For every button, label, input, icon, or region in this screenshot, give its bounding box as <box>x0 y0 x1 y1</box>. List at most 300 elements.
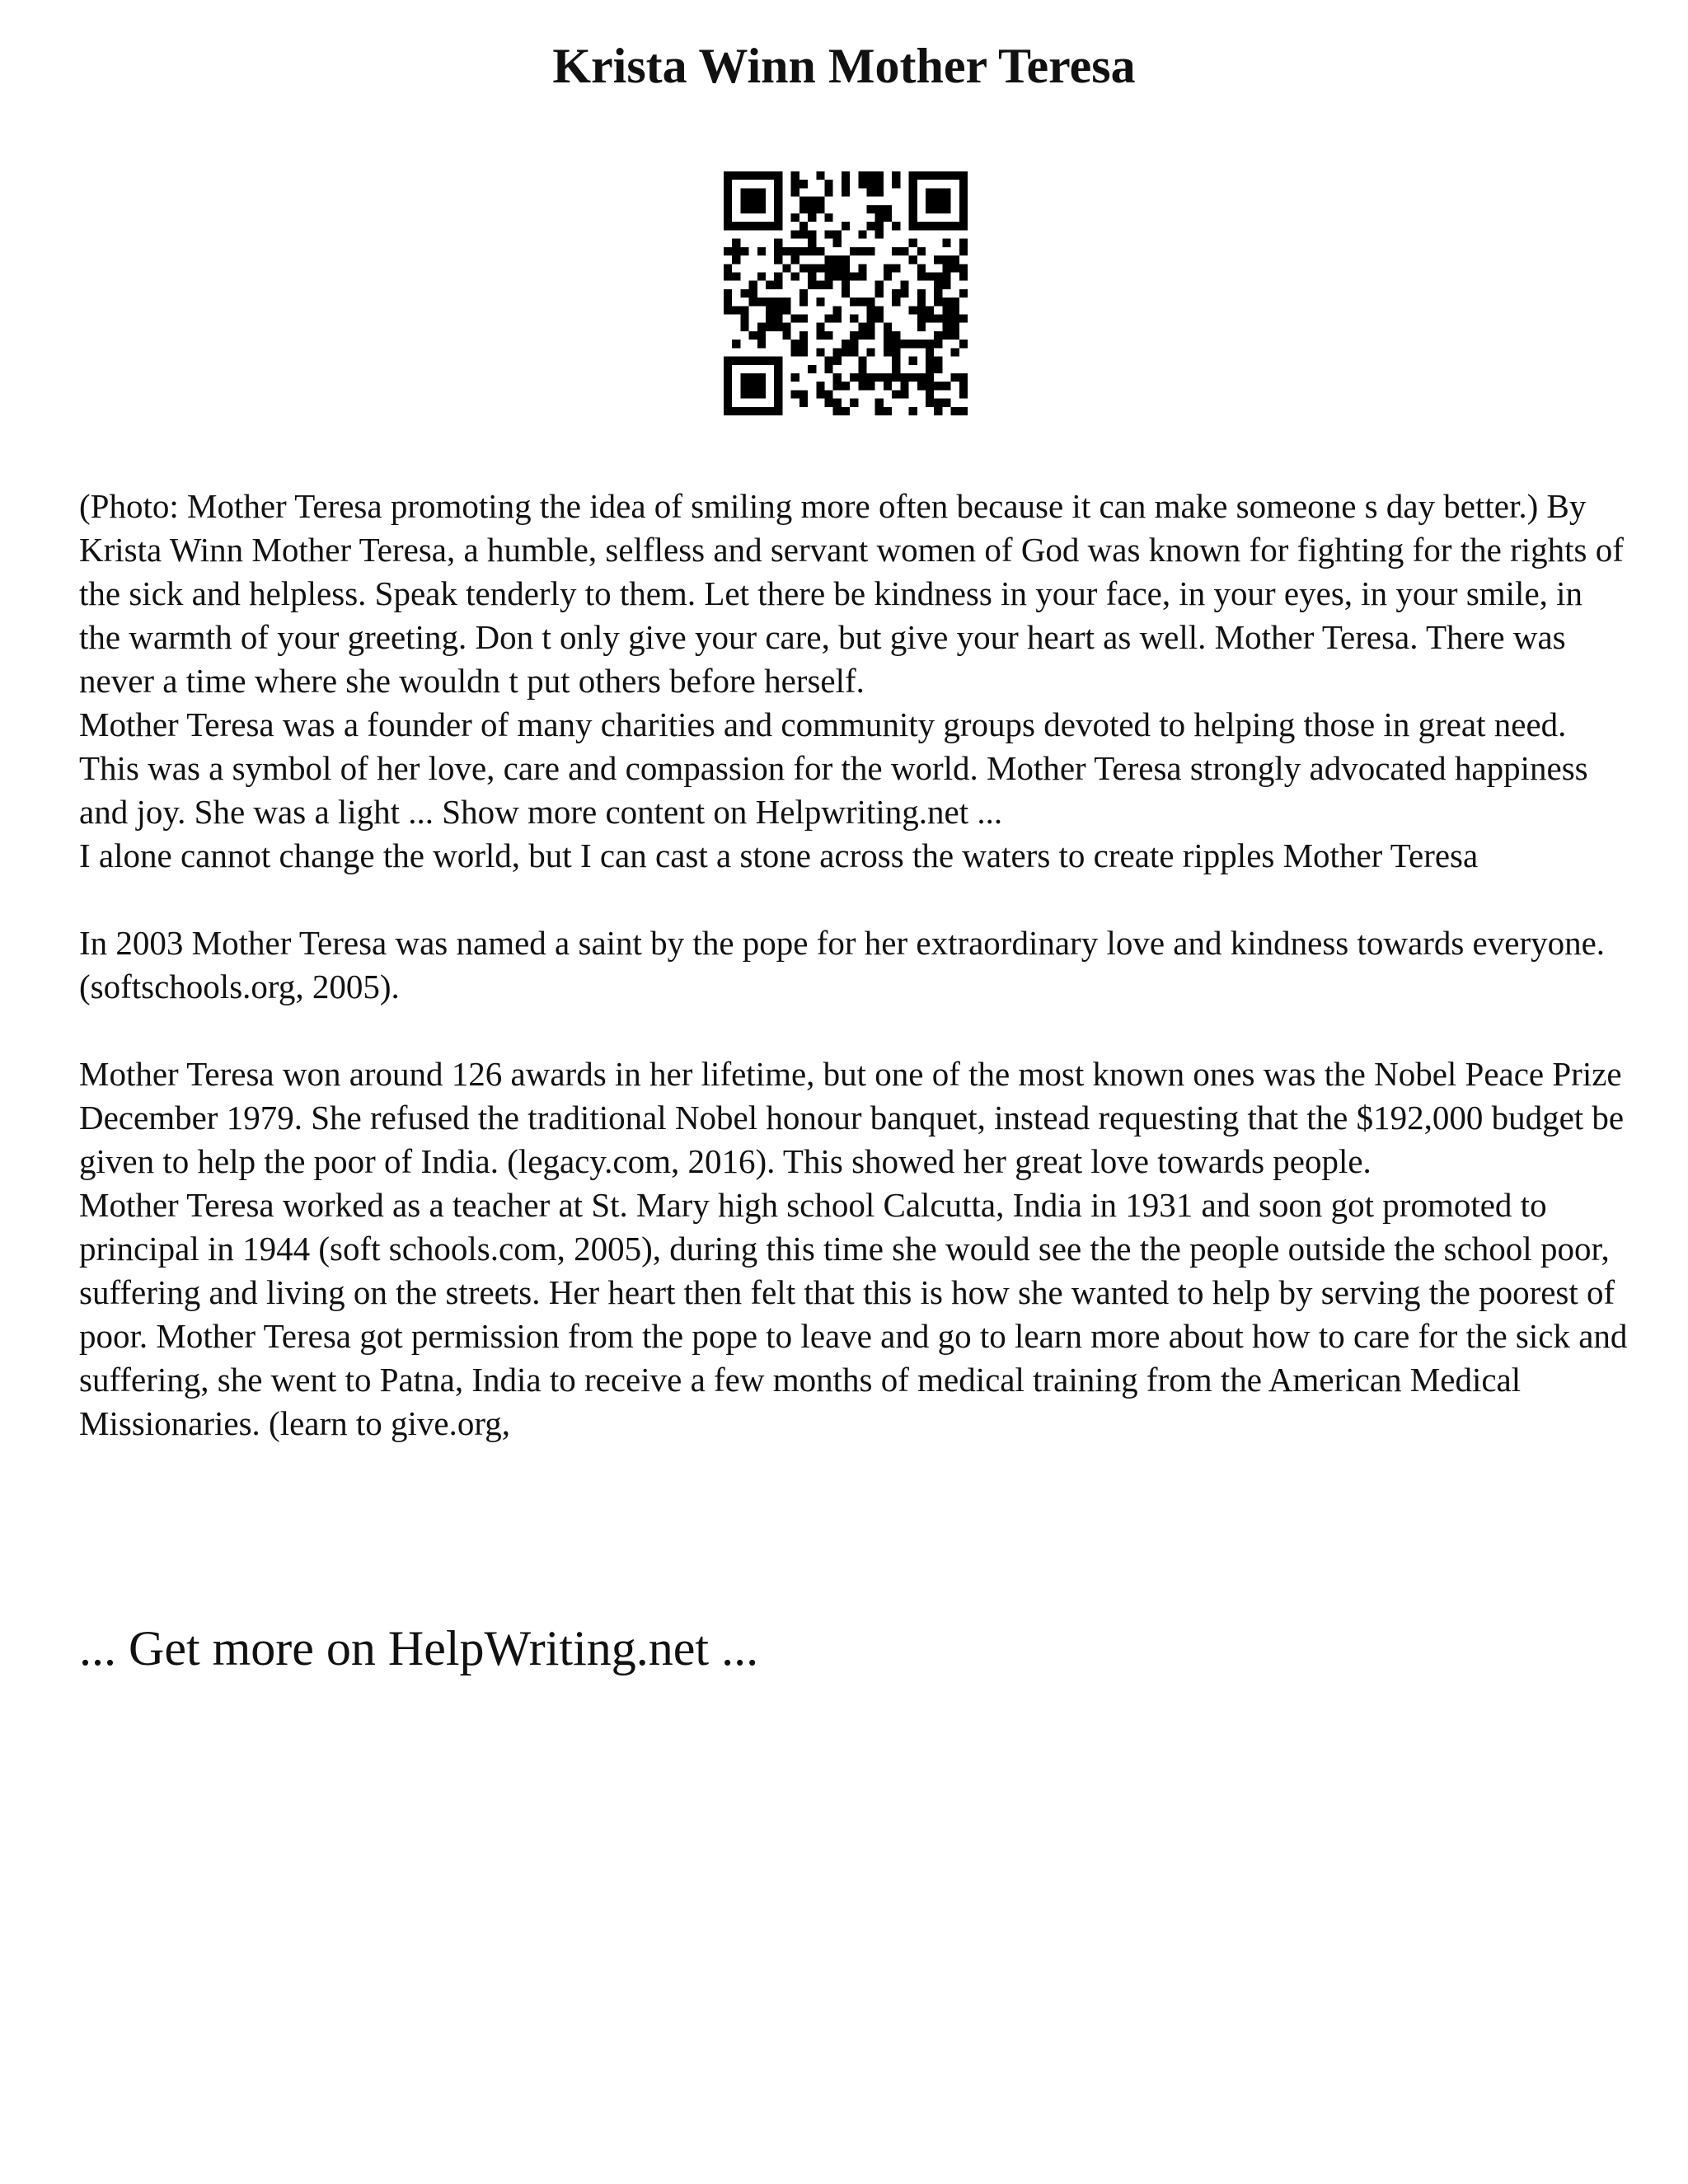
qr-module <box>884 213 892 222</box>
qr-module <box>884 340 892 348</box>
qr-module <box>740 171 748 180</box>
qr-module <box>774 315 782 323</box>
qr-module <box>892 180 900 188</box>
paragraph-photo-caption: (Photo: Mother Teresa promoting the idea of smiling more often because it can make someone s day better.) By Krista Winn Mother Teresa, a humble, selfless and servant women of God was known for fighting for the rights of the sick and helpless. Speak tenderly to them. Let there be kindness in your face, in your eyes, in your smile, in the warmth of your greeting. Don t only give your care, but give your heart as well. Mother Teresa. There was never a time where she wouldn t put others before herself. <box>79 487 1624 700</box>
qr-module <box>782 247 790 255</box>
qr-module <box>900 289 908 298</box>
qr-module <box>749 205 757 213</box>
qr-module <box>774 399 782 407</box>
qr-module <box>900 281 908 289</box>
qr-module <box>749 390 757 398</box>
qr-module <box>959 239 968 247</box>
qr-module <box>749 289 757 298</box>
qr-module <box>732 272 740 280</box>
qr-module <box>926 365 934 373</box>
qr-module <box>749 281 757 289</box>
qr-module <box>867 382 875 390</box>
qr-module <box>799 197 808 205</box>
qr-module <box>724 180 732 188</box>
qr-module <box>926 205 934 213</box>
qr-module <box>850 348 858 356</box>
qr-module <box>892 264 900 272</box>
qr-module <box>766 306 774 314</box>
qr-module <box>942 197 950 205</box>
qr-module <box>942 331 950 340</box>
qr-module <box>724 298 732 306</box>
qr-module <box>782 306 790 314</box>
qr-module <box>858 382 866 390</box>
qr-module <box>917 272 926 280</box>
qr-module <box>892 357 900 365</box>
qr-module <box>816 205 824 213</box>
qr-module <box>942 255 950 264</box>
qr-module <box>774 239 782 247</box>
qr-module <box>934 281 942 289</box>
qr-module <box>858 180 866 188</box>
qr-module <box>842 171 850 180</box>
qr-module <box>909 213 917 222</box>
qr-module <box>833 357 842 365</box>
qr-module <box>816 281 824 289</box>
qr-module <box>858 365 866 373</box>
qr-module <box>724 399 732 407</box>
qr-module <box>917 289 926 298</box>
qr-module <box>757 298 766 306</box>
qr-module <box>867 348 875 356</box>
qr-module <box>740 382 748 390</box>
qr-module <box>740 373 748 382</box>
qr-module <box>766 171 774 180</box>
qr-module <box>892 247 900 255</box>
qr-module <box>909 222 917 230</box>
qr-module <box>892 340 900 348</box>
qr-module <box>799 264 808 272</box>
qr-module <box>740 247 748 255</box>
qr-module <box>782 323 790 331</box>
qr-module <box>934 331 942 340</box>
qr-module <box>791 272 799 280</box>
qr-module <box>732 340 740 348</box>
qr-module <box>959 382 968 390</box>
qr-module <box>816 390 824 398</box>
qr-module <box>892 348 900 356</box>
qr-module <box>824 315 832 323</box>
qr-module <box>926 382 934 390</box>
qr-module <box>724 213 732 222</box>
qr-module <box>884 272 892 280</box>
qr-module <box>724 407 732 415</box>
qr-module <box>858 247 866 255</box>
qr-module <box>732 171 740 180</box>
qr-module <box>858 171 866 180</box>
qr-module <box>774 197 782 205</box>
qr-module <box>917 298 926 306</box>
qr-module <box>749 298 757 306</box>
qr-module <box>850 315 858 323</box>
qr-module <box>917 306 926 314</box>
qr-module <box>774 373 782 382</box>
qr-module <box>740 357 748 365</box>
qr-module <box>732 407 740 415</box>
qr-module <box>757 331 766 340</box>
qr-module <box>749 222 757 230</box>
qr-module <box>926 306 934 314</box>
qr-module <box>757 382 766 390</box>
qr-module <box>774 213 782 222</box>
qr-module <box>740 222 748 230</box>
qr-module <box>749 382 757 390</box>
qr-module <box>791 247 799 255</box>
qr-module <box>959 272 968 280</box>
qr-module <box>774 171 782 180</box>
qr-module <box>934 255 942 264</box>
qr-module <box>867 315 875 323</box>
qr-module <box>833 239 842 247</box>
qr-module <box>842 180 850 188</box>
qr-module <box>757 222 766 230</box>
paragraph-saint: In 2003 Mother Teresa was named a saint by the pope for her extraordinary love and kindness towards everyone. (softschools.org, 2005). <box>79 924 1606 1005</box>
qr-module <box>740 205 748 213</box>
qr-module <box>926 357 934 365</box>
qr-module <box>934 382 942 390</box>
qr-module <box>824 272 832 280</box>
qr-module <box>757 407 766 415</box>
qr-module <box>934 272 942 280</box>
qr-module <box>842 188 850 196</box>
qr-module <box>799 247 808 255</box>
qr-module <box>926 340 934 348</box>
qr-module <box>824 264 832 272</box>
qr-module <box>842 407 850 415</box>
qr-module <box>917 340 926 348</box>
qr-module <box>934 357 942 365</box>
qr-module <box>942 205 950 213</box>
qr-module <box>766 357 774 365</box>
footer-link-text: ... Get more on HelpWriting.net ... <box>79 1621 759 1675</box>
qr-module <box>732 357 740 365</box>
qr-module <box>842 272 850 280</box>
qr-module <box>816 323 824 331</box>
qr-module <box>799 331 808 340</box>
qr-module <box>782 298 790 306</box>
qr-module <box>858 357 866 365</box>
qr-module <box>867 205 875 213</box>
qr-module <box>732 222 740 230</box>
qr-code-icon <box>724 171 968 415</box>
qr-module <box>824 399 832 407</box>
qr-module <box>808 281 816 289</box>
qr-module <box>732 255 740 264</box>
qr-module <box>724 197 732 205</box>
qr-module <box>884 373 892 382</box>
qr-module <box>909 255 917 264</box>
qr-module <box>850 298 858 306</box>
qr-module <box>909 357 917 365</box>
qr-module <box>959 340 968 348</box>
qr-module <box>926 171 934 180</box>
qr-module <box>875 399 884 407</box>
qr-module <box>724 306 732 314</box>
paragraph-spacer <box>79 878 1629 921</box>
qr-module <box>757 205 766 213</box>
qr-module <box>875 306 884 314</box>
qr-module <box>791 180 799 188</box>
qr-module <box>942 298 950 306</box>
qr-module <box>934 298 942 306</box>
qr-module <box>740 390 748 398</box>
qr-module <box>774 323 782 331</box>
qr-module <box>774 180 782 188</box>
qr-module <box>917 264 926 272</box>
qr-module <box>892 171 900 180</box>
qr-module <box>799 315 808 323</box>
qr-module <box>942 281 950 289</box>
qr-module <box>959 197 968 205</box>
qr-module <box>951 298 959 306</box>
qr-module <box>808 247 816 255</box>
qr-module <box>926 222 934 230</box>
qr-module <box>884 348 892 356</box>
qr-module <box>808 230 816 238</box>
qr-module <box>833 399 842 407</box>
qr-module <box>867 298 875 306</box>
qr-module <box>867 331 875 340</box>
qr-module <box>934 188 942 196</box>
qr-module <box>959 247 968 255</box>
qr-module <box>824 180 832 188</box>
qr-module <box>917 323 926 331</box>
qr-module <box>858 373 866 382</box>
qr-module <box>791 255 799 264</box>
qr-module <box>884 205 892 213</box>
qr-module <box>799 289 808 298</box>
qr-module <box>816 171 824 180</box>
qr-module <box>799 180 808 188</box>
qr-module <box>875 289 884 298</box>
qr-module <box>959 222 968 230</box>
qr-module <box>867 188 875 196</box>
qr-module <box>833 264 842 272</box>
qr-module <box>833 272 842 280</box>
qr-module <box>766 315 774 323</box>
qr-module <box>799 348 808 356</box>
qr-module <box>808 205 816 213</box>
qr-module <box>951 323 959 331</box>
qr-module <box>926 390 934 398</box>
qr-module <box>892 331 900 340</box>
qr-module <box>833 306 842 314</box>
qr-module <box>782 264 790 272</box>
paragraph-spacer <box>79 1009 1629 1052</box>
qr-module <box>842 340 850 348</box>
qr-module <box>934 407 942 415</box>
qr-module <box>824 281 832 289</box>
qr-module <box>774 222 782 230</box>
qr-module <box>909 205 917 213</box>
qr-module <box>959 315 968 323</box>
qr-module <box>858 264 866 272</box>
qr-module <box>884 331 892 340</box>
qr-module <box>934 171 942 180</box>
qr-module <box>934 289 942 298</box>
qr-module <box>959 205 968 213</box>
qr-module <box>842 281 850 289</box>
qr-module <box>808 197 816 205</box>
qr-module <box>959 180 968 188</box>
qr-module <box>740 188 748 196</box>
qr-module <box>833 255 842 264</box>
qr-module <box>842 264 850 272</box>
qr-module <box>824 390 832 398</box>
qr-module <box>799 399 808 407</box>
qr-module <box>791 171 799 180</box>
qr-module <box>858 272 866 280</box>
paragraph-awards: Mother Teresa won around 126 awards in her lifetime, but one of the most known ones was the Nobel Peace Prize December 1979. She refused the traditional Nobel honour banquet, instead requesting that the $192,000 budget be given to help the poor of India. (legacy.com, 2016). This showed her great love towards people. <box>79 1055 1625 1180</box>
qr-module <box>732 306 740 314</box>
qr-module <box>824 357 832 365</box>
qr-module <box>724 357 732 365</box>
qr-module <box>816 197 824 205</box>
qr-module <box>824 365 832 373</box>
qr-module <box>867 222 875 230</box>
paragraph-teacher: Mother Teresa worked as a teacher at St. Mary high school Calcutta, India in 1931 and soon got promoted to principal in 1944 (soft schools.com, 2005), during this time she would see the the people outside the school poor, suffering and living on the streets. Her heart then felt that this is how she wanted to help by serving the poorest of poor. Mother Teresa got permission from the pope to leave and go to learn more about how to care for the sick and suffering, she went to Patna, India to receive a few months of medical training from the American Medical Missionaries. (learn to give.org, <box>79 1186 1628 1442</box>
qr-module <box>833 315 842 323</box>
qr-module <box>942 315 950 323</box>
qr-module <box>951 255 959 264</box>
qr-module <box>757 272 766 280</box>
qr-module <box>875 180 884 188</box>
qr-module <box>724 272 732 280</box>
qr-module <box>934 205 942 213</box>
qr-module <box>934 197 942 205</box>
qr-module <box>749 171 757 180</box>
qr-module <box>951 373 959 382</box>
qr-module <box>942 222 950 230</box>
paragraph-quote: I alone cannot change the world, but I can cast a stone across the waters to create ripples Mother Teresa <box>79 837 1479 874</box>
qr-module <box>875 407 884 415</box>
qr-module <box>774 255 782 264</box>
qr-module <box>791 315 799 323</box>
qr-module <box>774 357 782 365</box>
qr-module <box>867 180 875 188</box>
qr-module <box>791 390 799 398</box>
qr-module <box>917 382 926 390</box>
qr-module <box>749 373 757 382</box>
qr-module <box>808 365 816 373</box>
qr-module <box>774 365 782 373</box>
qr-module <box>917 373 926 382</box>
qr-module <box>917 222 926 230</box>
qr-module <box>884 407 892 415</box>
qr-module <box>740 323 748 331</box>
qr-module <box>774 247 782 255</box>
qr-module <box>850 272 858 280</box>
qr-module <box>926 315 934 323</box>
qr-module <box>842 289 850 298</box>
qr-module <box>816 331 824 340</box>
qr-module <box>934 399 942 407</box>
qr-module <box>749 407 757 415</box>
qr-module <box>951 315 959 323</box>
qr-module <box>909 188 917 196</box>
qr-module <box>858 331 866 340</box>
qr-module <box>909 407 917 415</box>
qr-module <box>757 373 766 382</box>
qr-module <box>959 373 968 382</box>
qr-module <box>774 382 782 390</box>
qr-module <box>959 188 968 196</box>
qr-module <box>875 230 884 238</box>
qr-module <box>833 407 842 415</box>
qr-module <box>833 230 842 238</box>
qr-module <box>766 407 774 415</box>
qr-module <box>951 222 959 230</box>
qr-module <box>749 357 757 365</box>
qr-module <box>808 213 816 222</box>
qr-module <box>942 323 950 331</box>
qr-module <box>816 298 824 306</box>
qr-module <box>959 171 968 180</box>
qr-module <box>799 340 808 348</box>
qr-module <box>799 222 808 230</box>
qr-module <box>909 197 917 205</box>
qr-module <box>867 306 875 314</box>
qr-module <box>799 298 808 306</box>
qr-module <box>774 407 782 415</box>
qr-module <box>926 348 934 356</box>
qr-module <box>951 171 959 180</box>
qr-module <box>909 340 917 348</box>
qr-module <box>724 289 732 298</box>
qr-module <box>791 373 799 382</box>
qr-module <box>816 382 824 390</box>
qr-module <box>942 264 950 272</box>
qr-module <box>774 298 782 306</box>
qr-module <box>959 390 968 398</box>
qr-module <box>774 390 782 398</box>
qr-module <box>740 306 748 314</box>
qr-module <box>757 323 766 331</box>
qr-module <box>724 247 732 255</box>
qr-module <box>774 281 782 289</box>
qr-module <box>724 373 732 382</box>
qr-module <box>909 373 917 382</box>
qr-module <box>740 407 748 415</box>
qr-module <box>917 315 926 323</box>
qr-module <box>917 171 926 180</box>
qr-module <box>900 340 908 348</box>
qr-module <box>774 306 782 314</box>
qr-module <box>782 331 790 340</box>
qr-module <box>884 264 892 272</box>
qr-module <box>799 390 808 398</box>
qr-module <box>926 197 934 205</box>
qr-module <box>749 188 757 196</box>
qr-module <box>926 373 934 382</box>
qr-module <box>892 298 900 306</box>
qr-module <box>909 239 917 247</box>
qr-module <box>884 323 892 331</box>
qr-module <box>867 323 875 331</box>
qr-module <box>724 390 732 398</box>
qr-module <box>842 222 850 230</box>
qr-module <box>867 171 875 180</box>
qr-module <box>757 247 766 255</box>
qr-module <box>875 213 884 222</box>
qr-module <box>892 373 900 382</box>
paragraph-founder: Mother Teresa was a founder of many charities and community groups devoted to helping those in great need. This was a symbol of her love, care and compassion for the world. Mother Teresa strongly advocated happiness and joy. She was a light ... Show more content on Helpwriting.net ... <box>79 705 1588 831</box>
qr-module <box>791 340 799 348</box>
